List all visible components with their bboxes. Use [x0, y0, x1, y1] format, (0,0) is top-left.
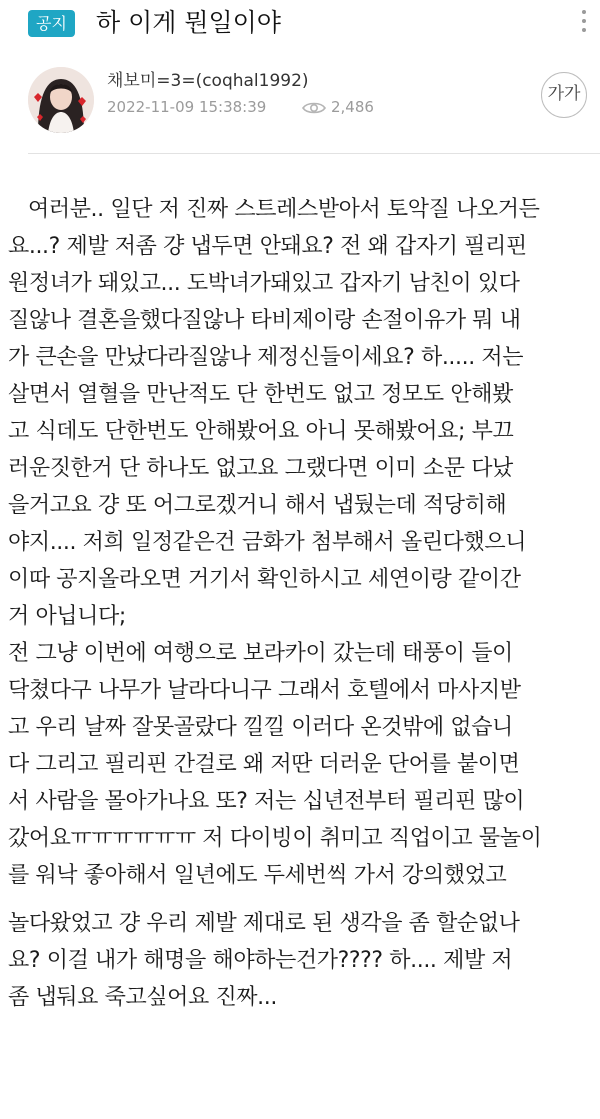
body-line: 고 우리 날짜 잘못골랐다 낄낄 이러다 온것밖에 없습니 — [8, 715, 513, 740]
body-line: 러운짓한거 단 하나도 없고요 그랬다면 이미 소문 다났 — [8, 456, 513, 481]
view-count: 2,486 — [331, 98, 374, 116]
title-bar — [0, 0, 600, 52]
body-line: 살면서 열혈을 만난적도 단 한번도 없고 정모도 안해봤 — [8, 382, 513, 407]
body-line: 놀다왔었고 걍 우리 제발 제대로 된 생각을 좀 할순없나 — [8, 911, 520, 936]
post-title: 하 이게 뭔일이야 — [96, 8, 281, 37]
body-line: 전 그냥 이번에 여행으로 보라카이 갔는데 태풍이 들이 — [8, 641, 513, 666]
body-line: 이따 공지올라오면 거기서 확인하시고 세연이랑 같이간 — [8, 567, 521, 592]
body-line: 여러분.. 일단 저 진짜 스트레스받아서 토악질 나오거든 — [28, 197, 540, 222]
body-line: 갔어요ㅠㅠㅠㅠㅠㅠ 저 다이빙이 취미고 직업이고 물놀이 — [8, 826, 542, 851]
body-line: 닥쳤다구 나무가 날라다니구 그래서 호텔에서 마사지받 — [8, 678, 521, 703]
avatar[interactable] — [28, 67, 94, 133]
author-name[interactable]: 채보미=3=(coqhal1992) — [107, 71, 309, 91]
body-line: 고 식데도 단한번도 안해봤어요 아니 못해봤어요; 부끄 — [8, 419, 514, 444]
body-line: 가 큰손을 만났다라질않나 제정신들이세요? 하..... 저는 — [8, 345, 524, 370]
more-vertical-icon[interactable] — [578, 10, 590, 36]
body-line: 서 사람을 몰아가나요 또? 저는 십년전부터 필리핀 많이 — [8, 789, 525, 814]
font-size-button[interactable]: 가가 — [541, 72, 587, 118]
body-line: 요? 이걸 내가 해명을 해야하는건가???? 하.... 제발 저 — [8, 948, 513, 973]
notice-badge: 공지 — [28, 10, 75, 37]
body-line: 요...? 제발 저좀 걍 냅두면 안돼요? 전 왜 갑자기 필리핀 — [8, 234, 527, 259]
post-date: 2022-11-09 15:38:39 — [107, 98, 267, 116]
body-line: 야지.... 저희 일정같은건 금화가 첨부해서 올린다했으니 — [8, 530, 527, 555]
body-line: 원정녀가 돼있고... 도박녀가돼있고 갑자기 남친이 있다 — [8, 271, 520, 296]
body-line: 을거고요 걍 또 어그로겠거니 해서 냅뒀는데 적당히해 — [8, 493, 507, 518]
author-block — [0, 60, 600, 140]
divider — [28, 153, 600, 154]
profile-photo — [28, 67, 94, 133]
body-line: 좀 냅둬요 죽고싶어요 진짜... — [8, 985, 277, 1010]
eye-icon — [302, 100, 326, 116]
body-line: 질않나 결혼을했다질않나 타비제이랑 손절이유가 뭐 내 — [8, 308, 521, 333]
body-line: 다 그리고 필리핀 간걸로 왜 저딴 더러운 단어를 붙이면 — [8, 752, 520, 777]
body-line: 거 아닙니다; — [8, 604, 126, 629]
body-line: 를 워낙 좋아해서 일년에도 두세번씩 가서 강의했었고 — [8, 863, 507, 888]
